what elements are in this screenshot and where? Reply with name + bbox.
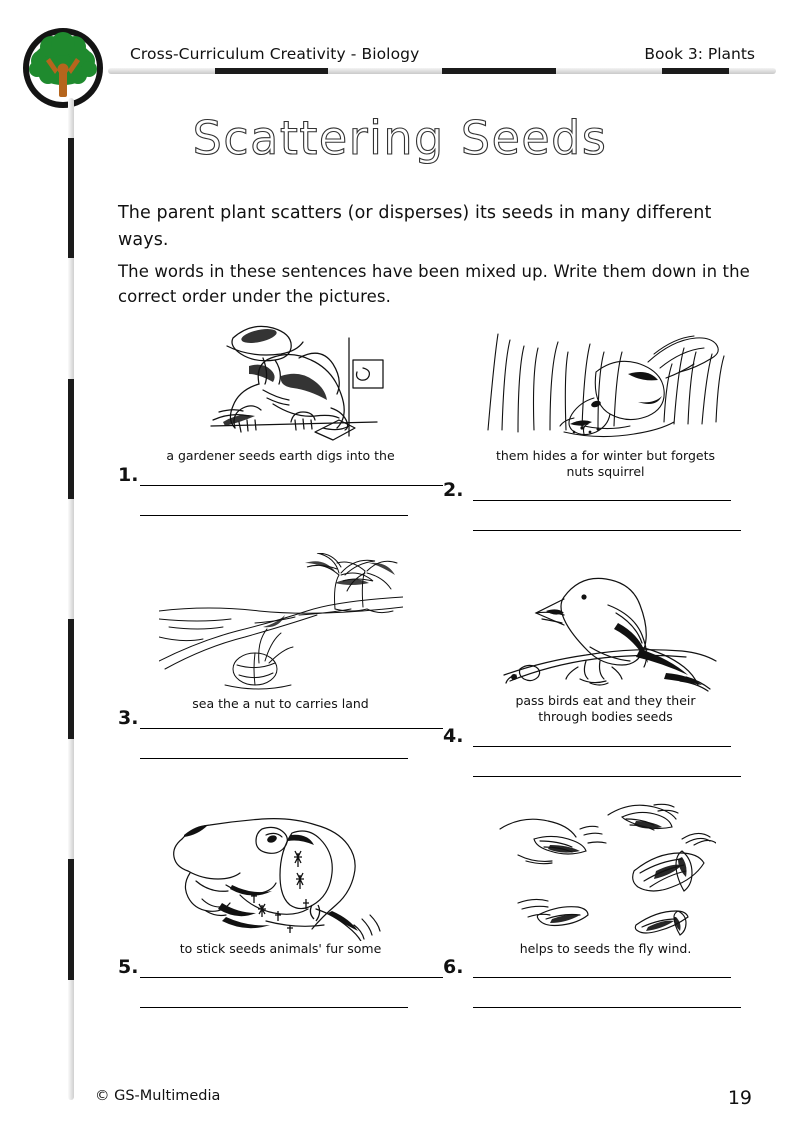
- instruction-line-2: The words in these sentences have been mixed up. Write them down in the correct order under the pictures.: [118, 262, 750, 306]
- winged-seeds-flying-illustration: [443, 793, 768, 941]
- answer-block: [443, 724, 768, 777]
- item-caption: [443, 941, 768, 957]
- item-number: 5.: [118, 956, 139, 979]
- answer-block: [443, 958, 768, 1008]
- answer-line-1[interactable]: [473, 499, 731, 501]
- caption-line: helps to seeds the fly wind.: [519, 940, 692, 956]
- answer-line-2[interactable]: [140, 514, 408, 516]
- exercise-item-6: [443, 793, 768, 1009]
- squirrel-burying-nuts-illustration: [443, 300, 768, 448]
- left-vertical-rule: [68, 98, 74, 1100]
- caption-line: nuts squirrel: [566, 463, 645, 479]
- coconut-on-beach-illustration: [118, 545, 443, 693]
- svg-text:Scattering Seeds: Scattering Seeds: [192, 111, 608, 165]
- tree-person-logo: [22, 27, 104, 109]
- answer-line-2[interactable]: [473, 1006, 741, 1008]
- answer-line-2[interactable]: [140, 757, 408, 759]
- instruction-line-1: The parent plant scatters (or disperses) its seeds in many different ways.: [118, 203, 712, 250]
- caption-line: through bodies seeds: [538, 708, 673, 724]
- item-number: 3.: [118, 707, 139, 730]
- caption-line: to stick seeds animals' fur some: [179, 940, 382, 956]
- exercise-row: [118, 545, 768, 776]
- answer-line-1[interactable]: [473, 976, 731, 978]
- exercise-item-3: [118, 545, 443, 776]
- answer-line-1[interactable]: [140, 976, 443, 978]
- gardener-planting-seeds-illustration: [118, 300, 443, 448]
- answer-line-2[interactable]: [473, 775, 741, 777]
- page-title: [0, 106, 800, 176]
- bird-on-branch-illustration: [443, 545, 768, 693]
- item-number: 4.: [443, 724, 464, 747]
- header-divider-rule: [108, 68, 776, 74]
- answer-block: [118, 958, 443, 1008]
- answer-line-2[interactable]: [140, 1006, 408, 1008]
- footer-copyright: © GS-Multimedia: [95, 1088, 221, 1104]
- item-number: 6.: [443, 956, 464, 979]
- answer-block: [118, 463, 443, 516]
- dog-head-with-burrs-illustration: [118, 793, 443, 941]
- caption-line: sea the a nut to carries land: [192, 696, 369, 712]
- item-number: 2.: [443, 479, 464, 502]
- item-caption: [443, 693, 768, 724]
- exercise-grid: [118, 300, 768, 1008]
- exercise-row: [118, 300, 768, 531]
- footer-page-number: 19: [727, 1087, 752, 1109]
- exercise-item-4: [443, 545, 768, 776]
- answer-block: [443, 481, 768, 531]
- answer-line-1[interactable]: [140, 727, 443, 729]
- item-caption: [118, 448, 443, 464]
- answer-block: [118, 696, 443, 759]
- item-caption: [443, 448, 768, 479]
- exercise-item-1: [118, 300, 443, 531]
- exercise-item-5: [118, 793, 443, 1009]
- caption-line: a gardener seeds earth digs into the: [166, 448, 395, 463]
- caption-line: pass birds eat and they their: [515, 693, 696, 709]
- answer-line-2[interactable]: [473, 529, 741, 531]
- answer-line-1[interactable]: [473, 745, 731, 747]
- item-caption: [118, 941, 443, 957]
- item-number: 1.: [118, 463, 139, 486]
- header-right-title: Book 3: Plants: [644, 45, 755, 63]
- header-left-title: Cross-Curriculum Creativity - Biology: [130, 45, 420, 63]
- item-caption: [118, 696, 443, 712]
- caption-line: them hides a for winter but forgets: [495, 448, 716, 463]
- exercise-row: [118, 793, 768, 1009]
- exercise-item-2: [443, 300, 768, 531]
- instructions: [118, 200, 763, 310]
- answer-line-1[interactable]: [140, 484, 443, 486]
